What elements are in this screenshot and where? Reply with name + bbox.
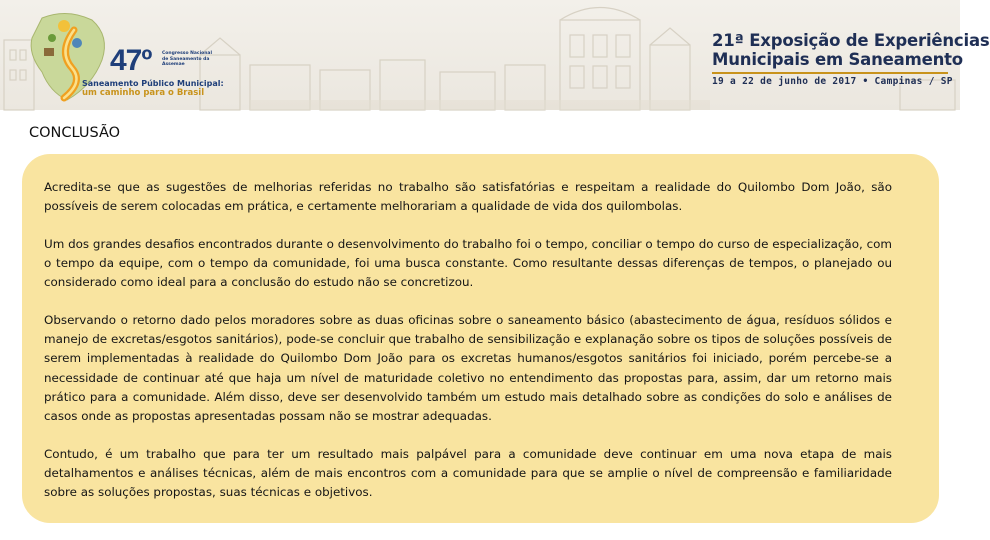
conclusion-panel bbox=[22, 154, 939, 523]
paragraph-3: Observando o retorno dado pelos moradores sobre as duas oficinas sobre o saneamento básico (abastecimento de água, resíduos sólidos e manejo de excretas/esgotos sanitários), pode-se concluir que trabalho de sensibilização e explanação sobre os tipos de soluções possíveis de serem implementadas à realidade do Quilombo Dom João para os excretas humanos/esgotos sanitários foi iniciado, porém percebe-se a necessidade de continuar até que haja um nível de maturidade coletivo no entendimento das propostas para, assim, dar um retorno mais prático para a comunidade. Além disso, deve ser desenvolvido também um estudo mais detalhado sobre as condições do solo e análises de casos onde as propostas apresentadas possam não se mostrar adequadas. bbox=[44, 313, 892, 424]
event-divider bbox=[712, 72, 948, 74]
congress-number: 47º bbox=[110, 44, 152, 77]
event-title-line1: 21ª Exposição de Experiências bbox=[712, 31, 990, 50]
header-banner bbox=[0, 0, 990, 110]
paragraph-1: Acredita-se que as sugestões de melhorias referidas no trabalho são satisfatórias e respeitam a realidade do Quilombo Dom João, são possíveis de serem colocadas em prática, e certamente melhorariam a qualidade de vida dos quilombolas. bbox=[44, 180, 892, 214]
event-date: 19 a 22 de junho de 2017 • Campinas / SP bbox=[712, 76, 953, 87]
section-title: CONCLUSÃO bbox=[29, 125, 121, 141]
congress-slogan-line2: um caminho para o Brasil bbox=[82, 88, 205, 98]
congress-logo bbox=[22, 8, 224, 104]
paragraph-2: Um dos grandes desafios encontrados durante o desenvolvimento do trabalho foi o tempo, conciliar o tempo do curso de especialização, com o tempo da equipe, com o tempo da comunidade, foi uma busca constante. Como resultante dessas diferenças de tempos, o planejado ou considerado como ideal para a conclusão do estudo não se concretizou. bbox=[44, 236, 892, 290]
paragraph-4: Contudo, é um trabalho que para ter um resultado mais palpável para a comunidade deve continuar em uma nova etapa de mais detalhamentos e análises técnicas, além de mais encontros com a comunidade para que se amplie o nível de compreensão e familiaridade sobre as soluções propostas, suas técnicas e objetivos. bbox=[44, 446, 892, 500]
event-title-block bbox=[712, 31, 990, 87]
event-title-line2: Municipais em Saneamento bbox=[712, 50, 963, 69]
congress-slogan-line1: Saneamento Público Municipal: bbox=[82, 79, 224, 88]
congress-name: Congresso Nacional de Saneamento da Assemae bbox=[162, 51, 212, 67]
